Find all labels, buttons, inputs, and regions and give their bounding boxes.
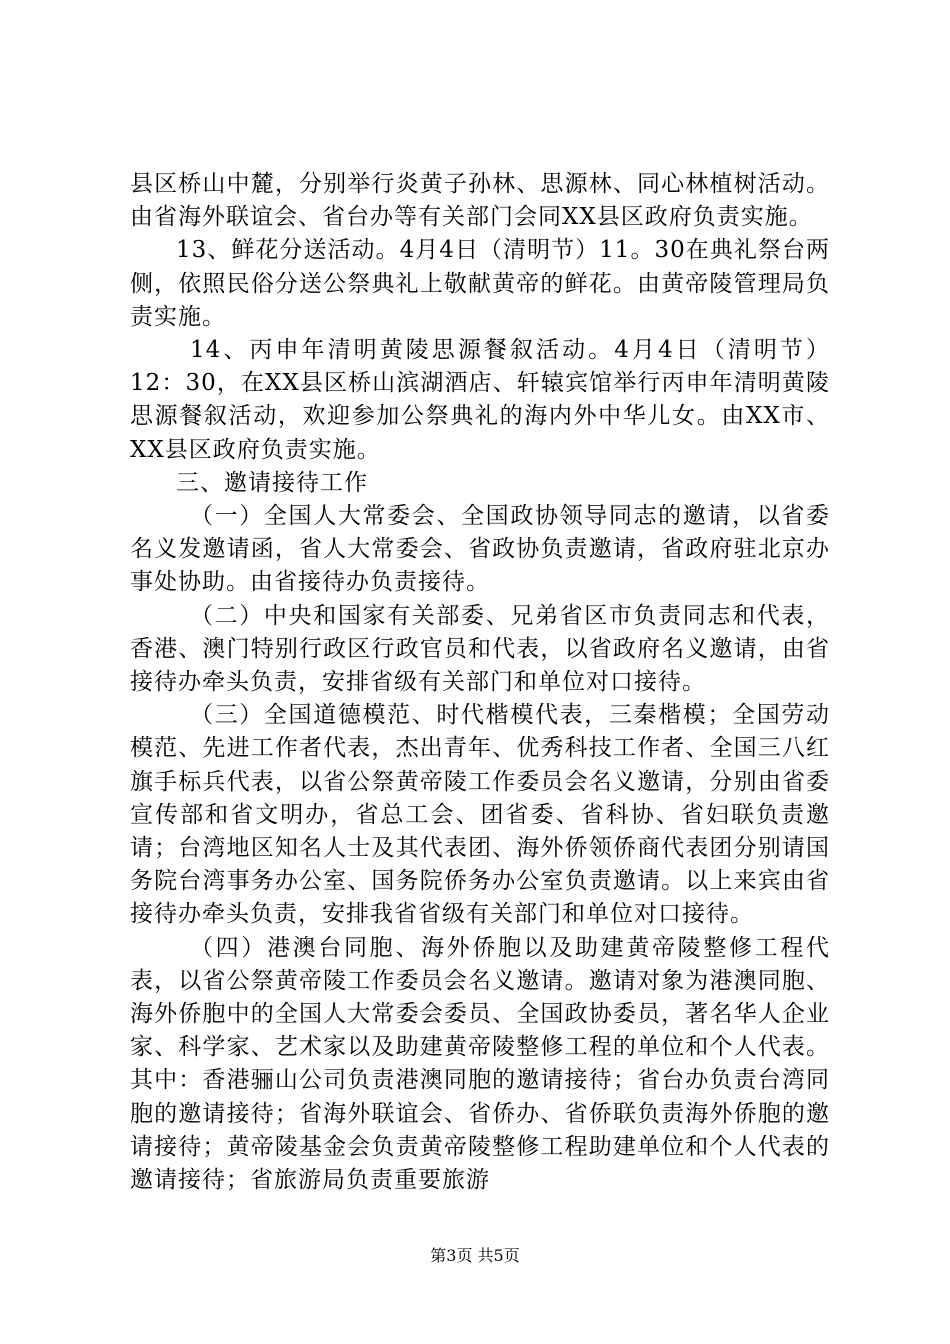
page-number-footer: 第3页 共5页 <box>430 1246 520 1265</box>
document-body <box>130 168 830 1197</box>
paragraph-sub-3: （三）全国道德模范、时代楷模代表，三秦楷模；全国劳动模范、先进工作者代表，杰出青年、优秀科技工作者、全国三八红旗手标兵代表，以省公祭黄帝陵工作委员会名义邀请，分别由省委宣传部和省文明办，省总工会、团省委、省科协、省妇联负责邀请；台湾地区知名人士及其代表团、海外侨领侨商代表团分别请国务院台湾事务办公室、国务院侨务办公室负责邀请。以上来宾由省接待办牵头负责，安排我省省级有关部门和单位对口接待。 <box>130 702 830 928</box>
paragraph-continuation: 县区桥山中麓，分别举行炎黄子孙林、思源林、同心林植树活动。由省海外联谊会、省台办等有关部门会同XX县区政府负责实施。 <box>130 171 830 231</box>
paragraph-item-14: 14、丙申年清明黄陵思源餐叙活动。4月4日（清明节）12：30，在XX县区桥山滨湖酒店、轩辕宾馆举行丙申年清明黄陵思源餐叙活动，欢迎参加公祭典礼的海内外中华儿女。由XX市、XX县区政府负责实施。 <box>130 337 830 463</box>
paragraph-sub-2: （二）中央和国家有关部委、兄弟省区市负责同志和代表，香港、澳门特别行政区行政官员和代表，以省政府名义邀请，由省接待办牵头负责，安排省级有关部门和单位对口接待。 <box>130 602 830 696</box>
paragraph-item-13: 13、鲜花分送活动。4月4日（清明节）11。30在典礼祭台两侧，依照民俗分送公祭典礼上敬献黄帝的鲜花。由黄帝陵管理局负责实施。 <box>130 237 830 330</box>
paragraph-sub-1: （一）全国人大常委会、全国政协领导同志的邀请，以省委名义发邀请函，省人大常委会、省政协负责邀请，省政府驻北京办事处协助。由省接待办负责接待。 <box>130 503 830 596</box>
paragraph-sub-4: （四）港澳台同胞、海外侨胞以及助建黄帝陵整修工程代表，以省公祭黄帝陵工作委员会名义邀请。邀请对象为港澳同胞、海外侨胞中的全国人大常委会委员、全国政协委员，著名华人企业家、科学家、艺术家以及助建黄帝陵整修工程的单位和个人代表。其中：香港骊山公司负责港澳同胞的邀请接待；省台办负责台湾同胞的邀请接待；省海外联谊会、省侨办、省侨联负责海外侨胞的邀请接待；黄帝陵基金会负责黄帝陵整修工程助建单位和个人代表的邀请接待；省旅游局负责重要旅游 <box>130 934 830 1194</box>
section-heading-3: 三、邀请接待工作 <box>176 469 368 496</box>
